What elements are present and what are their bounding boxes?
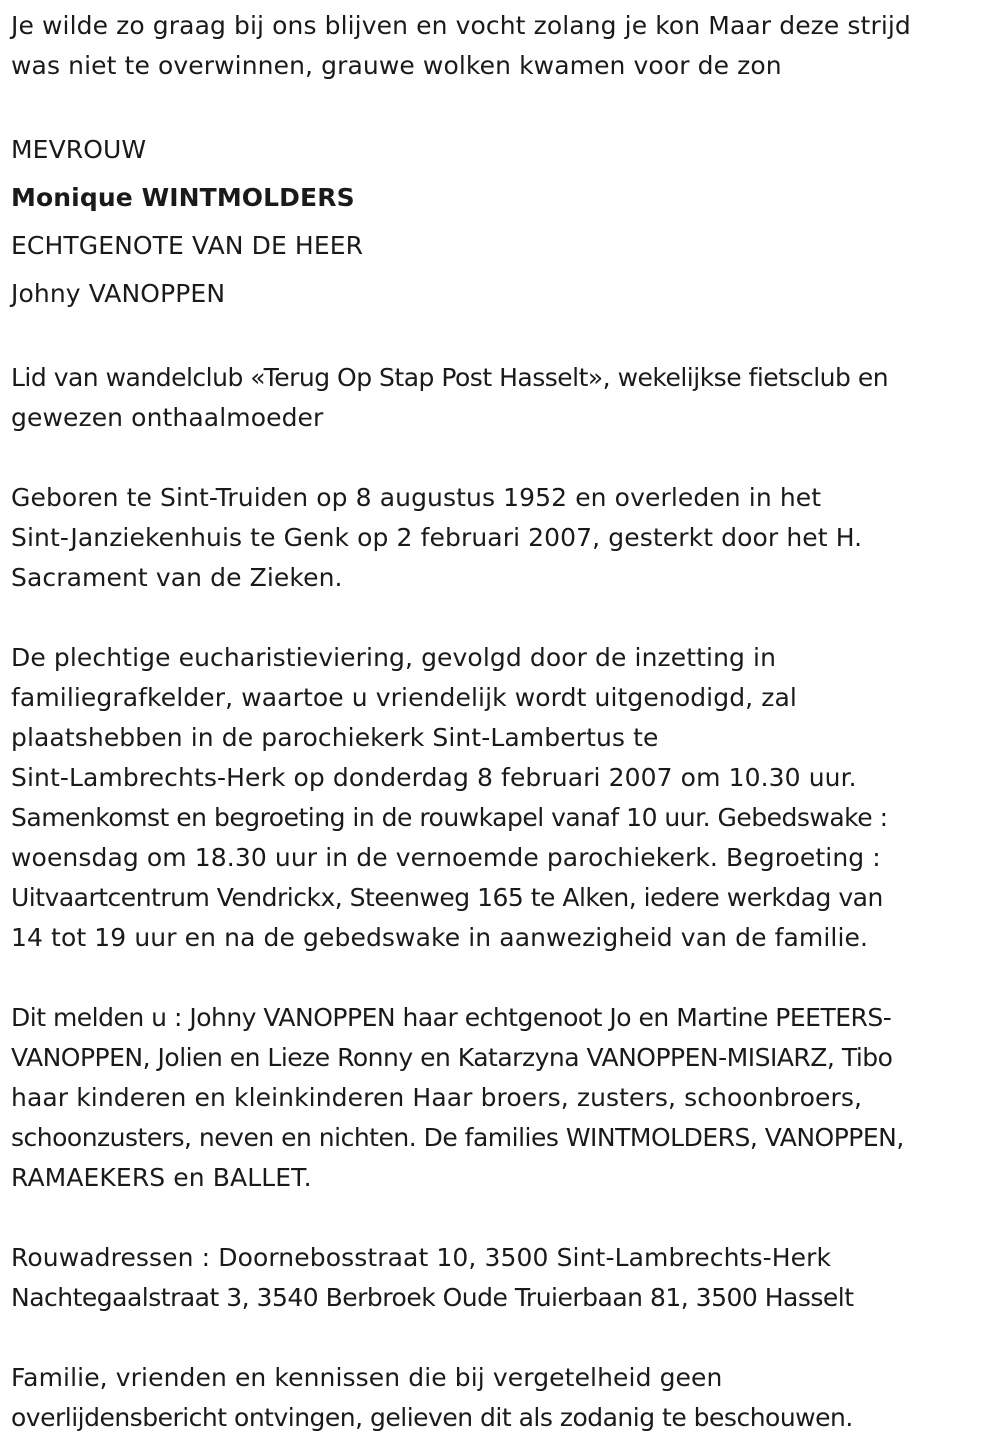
ceremony-line: plaatshebben in de parochiekerk Sint-Lambertus te (11, 723, 659, 752)
closing-line: Familie, vrienden en kennissen die bij vergetelheid geen (11, 1363, 723, 1392)
deceased-heading (11, 126, 996, 318)
announcement-line: VANOPPEN, Jolien en Lieze Ronny en Katarzyna VANOPPEN-MISIARZ, Tibo (11, 1043, 893, 1072)
address-line: Nachtegaalstraat 3, 3540 Berbroek Oude Truierbaan 81, 3500 Hasselt (11, 1283, 854, 1312)
relation-label: ECHTGENOTE VAN DE HEER (11, 231, 364, 260)
addresses-paragraph (11, 1238, 996, 1318)
verse-line: Je wilde zo graag bij ons blijven en vocht zolang je kon Maar deze strijd (11, 11, 911, 40)
birth-death-line: Sacrament van de Zieken. (11, 563, 343, 592)
announcement-line: RAMAEKERS en BALLET. (11, 1163, 312, 1192)
address-line: Rouwadressen : Doornebosstraat 10, 3500 Sint-Lambrechts-Herk (11, 1243, 832, 1272)
closing-line: overlijdensbericht ontvingen, gelieven dit als zodanig te beschouwen. (11, 1403, 853, 1432)
announcement-line: haar kinderen en kleinkinderen Haar broers, zusters, schoonbroers, (11, 1083, 862, 1112)
deceased-name: Monique WINTMOLDERS (11, 183, 355, 212)
membership-paragraph (11, 358, 996, 438)
title-prefix: MEVROUW (11, 135, 147, 164)
obituary-notice (11, 6, 996, 1438)
spouse-name: Johny VANOPPEN (11, 279, 226, 308)
closing-paragraph (11, 1358, 996, 1438)
ceremony-line: Sint-Lambrechts-Herk op donderdag 8 februari 2007 om 10.30 uur. (11, 763, 857, 792)
membership-line: gewezen onthaalmoeder (11, 403, 324, 432)
verse-paragraph (11, 6, 996, 86)
ceremony-line: woensdag om 18.30 uur in de vernoemde parochiekerk. Begroeting : (11, 843, 881, 872)
announcement-line: Dit melden u : Johny VANOPPEN haar echtgenoot Jo en Martine PEETERS- (11, 1003, 892, 1032)
verse-line: was niet te overwinnen, grauwe wolken kwamen voor de zon (11, 51, 782, 80)
birth-death-paragraph (11, 478, 996, 598)
announcement-paragraph (11, 998, 996, 1198)
ceremony-line: De plechtige eucharistieviering, gevolgd door de inzetting in (11, 643, 777, 672)
ceremony-line: Samenkomst en begroeting in de rouwkapel vanaf 10 uur. Gebedswake : (11, 803, 888, 832)
ceremony-line: 14 tot 19 uur en na de gebedswake in aanwezigheid van de familie. (11, 923, 869, 952)
ceremony-paragraph (11, 638, 996, 958)
birth-death-line: Sint-Janziekenhuis te Genk op 2 februari 2007, gesterkt door het H. (11, 523, 863, 552)
birth-death-line: Geboren te Sint-Truiden op 8 augustus 1952 en overleden in het (11, 483, 822, 512)
membership-line: Lid van wandelclub «Terug Op Stap Post Hasselt», wekelijkse fietsclub en (11, 363, 889, 392)
ceremony-line: familiegrafkelder, waartoe u vriendelijk wordt uitgenodigd, zal (11, 683, 797, 712)
announcement-line: schoonzusters, neven en nichten. De families WINTMOLDERS, VANOPPEN, (11, 1123, 904, 1152)
ceremony-line: Uitvaartcentrum Vendrickx, Steenweg 165 te Alken, iedere werkdag van (11, 883, 883, 912)
